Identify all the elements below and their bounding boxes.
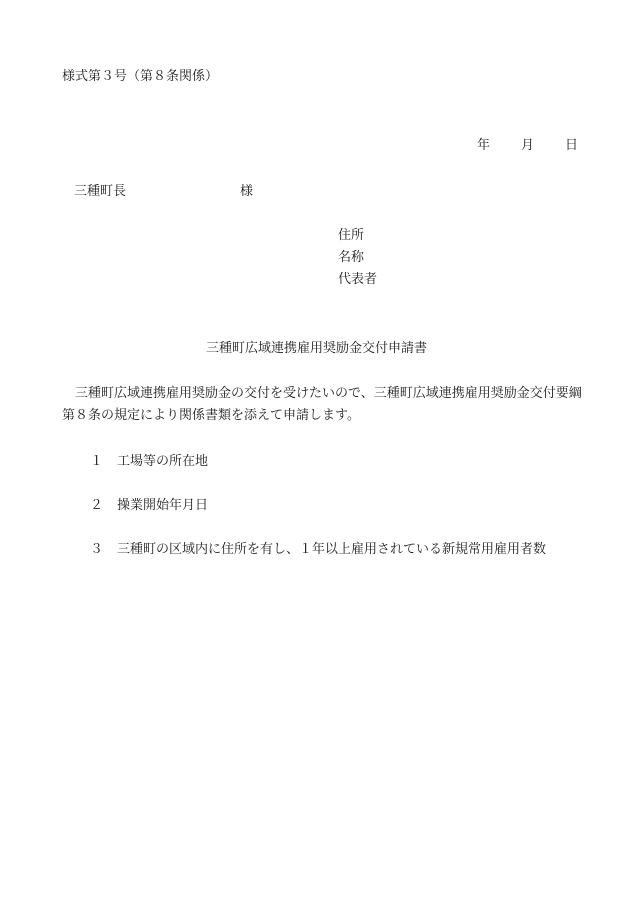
list-item: [90, 455, 208, 468]
item-number: ２: [90, 498, 104, 513]
applicant-representative-label: 代表者: [338, 272, 378, 287]
applicant-address-label: 住所: [338, 228, 365, 243]
addressee-name: 三種町長: [74, 184, 127, 199]
date-year-label: 年: [477, 138, 491, 153]
item-text: 操業開始年月日: [117, 498, 209, 513]
item-text: 工場等の所在地: [117, 454, 209, 469]
addressee: [74, 185, 253, 198]
addressee-honorific: 様: [240, 184, 254, 199]
item-number: ３: [90, 542, 104, 557]
item-number: １: [90, 454, 104, 469]
applicant-name-label: 名称: [338, 250, 365, 265]
body-paragraph: 三種町広域連携雇用奨励金の交付を受けたいので、三種町広域連携雇用奨励金交付要綱第８条の規定により関係書類を添えて申請します。: [62, 386, 582, 423]
date-day-label: 日: [565, 138, 579, 153]
date-line: [477, 139, 578, 152]
list-item: [90, 499, 208, 512]
item-text: 三種町の区域内に住所を有し、１年以上雇用されている新規常用雇用者数: [117, 542, 547, 557]
form-number: 様式第３号（第８条関係）: [62, 69, 219, 84]
applicant-block: [338, 229, 377, 295]
date-month-label: 月: [521, 138, 535, 153]
list-item: [90, 543, 546, 556]
document-title: 三種町広域連携雇用奨励金交付申請書: [206, 341, 428, 356]
